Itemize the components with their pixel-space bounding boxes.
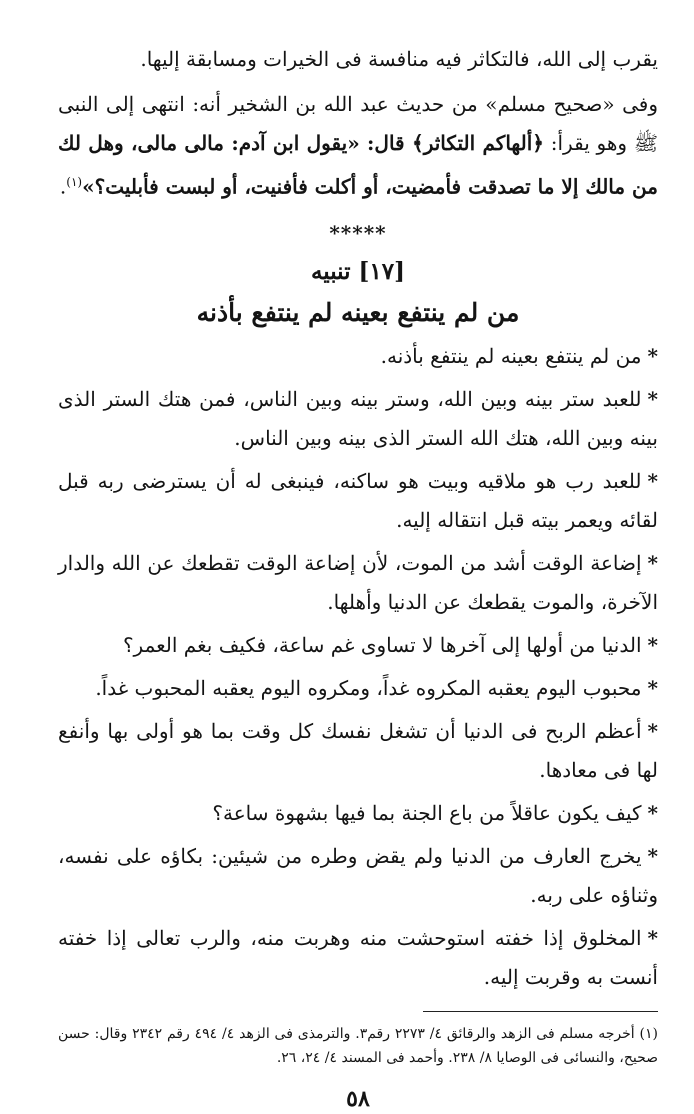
book-page	[58, 40, 658, 1112]
bullet-mark: *	[647, 925, 658, 950]
list-item	[58, 837, 658, 915]
item-text: المخلوق إذا خفته استوحشت منه وهربت منه، والرب تعالى إذا خفته أنست به وقربت إليه.	[58, 925, 658, 989]
bullet-mark: *	[647, 550, 658, 575]
bullet-mark: *	[647, 800, 658, 825]
bullet-mark: *	[647, 386, 658, 411]
footnote	[58, 1022, 658, 1070]
section-number: [١٧] تنبيه	[310, 257, 406, 285]
item-text: محبوب اليوم يعقبه المكروه غداً، ومكروه اليوم يعقبه المحبوب غداً.	[95, 675, 642, 700]
item-text: يخرج العارف من الدنيا ولم يقض وطره من شيئين: بكاؤه على نفسه، وثناؤه على ربه.	[58, 843, 658, 907]
bullet-mark: *	[647, 718, 658, 743]
list-item	[58, 669, 658, 708]
item-text: للعبد رب هو ملاقيه وبيت هو ساكنه، فينبغى له أن يسترضى ربه قبل لقائه ويعمر بيته قبل انتقاله إليه.	[58, 468, 658, 532]
hadith-lead: وفى «صحيح مسلم» من حديث عبد الله بن الشخير أنه: انتهى إلى النبى ﷺ وهو يقرأ:	[58, 92, 658, 155]
list-item	[58, 712, 658, 790]
item-text: من لم ينتفع بعينه لم ينتفع بأذنه.	[380, 343, 642, 368]
list-item	[58, 544, 658, 622]
opening-section	[58, 40, 658, 207]
page-number: ٥٨	[346, 1085, 370, 1112]
list-item	[58, 794, 658, 833]
list-item	[58, 626, 658, 665]
opening-line: يقرب إلى الله، فالتكاثر فيه منافسة فى الخيرات ومسابقة إليها.	[140, 47, 658, 71]
item-text: إضاعة الوقت أشد من الموت، لأن إضاعة الوقت تقطعك عن الله والدار الآخرة، والموت يقطعك عن الدنيا وأهلها.	[58, 550, 658, 614]
bullet-mark: *	[647, 675, 658, 700]
list-item	[58, 919, 658, 997]
hadith-quote: ﴿ألهاكم التكاثر﴾ قال: «يقول ابن آدم: مالى مالى، وهل لك من مالك إلا ما تصدقت فأمضيت، أو أكلت فأفنيت، أو لبست فأبليت؟»	[58, 131, 658, 199]
footnote-divider	[423, 1011, 658, 1012]
hadith-paragraph	[58, 85, 658, 207]
section-separator: *****	[329, 220, 387, 245]
list-item	[58, 462, 658, 540]
item-text: للعبد ستر بينه وبين الله، وستر بينه وبين الناس، فمن هتك الستر الذى بينه وبين الله، هتك الله الستر الذى بينه وبين الناس.	[58, 386, 658, 450]
footnote-text: (١) أخرجه مسلم فى الزهد والرقائق ٤/ ٢٢٧٣ رقم٣. والترمذى فى الزهد ٤/ ٤٩٤ رقم ٢٣٤٢ وقال: حسن صحيح، والنسائى فى الوصايا ٨/ ٢٣٨. وأحمد فى المسند ٤/ ٢٤، ٢٦.	[58, 1025, 658, 1066]
footnote-marker: (١)	[66, 175, 83, 189]
bullet-mark: *	[647, 343, 658, 368]
bullet-mark: *	[647, 843, 658, 868]
hadith-end: .	[59, 174, 67, 199]
item-text: كيف يكون عاقلاً من باع الجنة بما فيها بشهوة ساعة؟	[212, 800, 642, 825]
section-title: من لم ينتفع بعينه لم ينتفع بأذنه	[196, 297, 520, 327]
list-item	[58, 337, 658, 376]
item-text: الدنيا من أولها إلى آخرها لا تساوى غم ساعة، فكيف بغم العمر؟	[122, 632, 642, 657]
item-text: أعظم الربح فى الدنيا أن تشغل نفسك كل وقت بما هو أولى بها وأنفع لها فى معادها.	[58, 718, 658, 782]
aphorism-list	[58, 337, 658, 997]
list-item	[58, 380, 658, 458]
bullet-mark: *	[647, 468, 658, 493]
bullet-mark: *	[647, 632, 658, 657]
